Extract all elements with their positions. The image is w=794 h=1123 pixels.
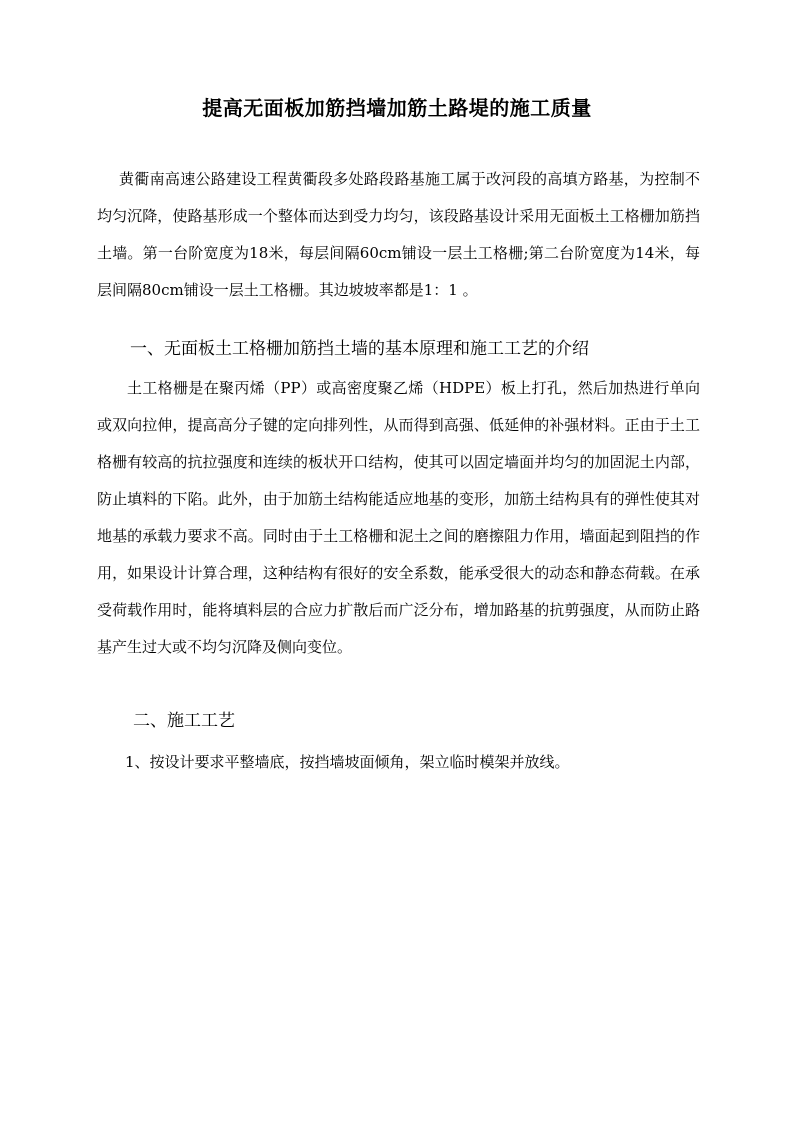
construction-step-1: 1、按设计要求平整墙底，按挡墙坡面倾角，架立临时模架并放线。 <box>125 753 570 771</box>
section-1-heading: 一、无面板土工格栅加筋挡土墙的基本原理和施工工艺的介绍 <box>130 339 589 359</box>
page-title: 提高无面板加筋挡墙加筋土路堤的施工质量 <box>202 96 592 120</box>
intro-paragraph: 黄衢南高速公路建设工程黄衢段多处路段路基施工属于改河段的高填方路基，为控制不均匀沉降，使路基形成一个整体而达到受力均匀，该段路基设计采用无面板土工格栅加筋挡土墙。第一台阶宽度为18米，每层间隔60cm铺设一层土工格栅;第二台阶宽度为14米，每层间隔80cm铺设一层土工格栅。其边坡坡率都是1：1 。 <box>97 170 700 299</box>
section-2-heading: 二、施工工艺 <box>133 711 235 731</box>
section-1-paragraph: 土工格栅是在聚丙烯（PP）或高密度聚乙烯（HDPE）板上打孔，然后加热进行单向或双向拉伸，提高高分子键的定向排列性，从而得到高强、低延伸的补强材料。正由于土工格栅有较高的抗拉强度和连续的板状开口结构，使其可以固定墙面并均匀的加固泥土内部，防止填料的下陷。此外，由于加筋土结构能适应地基的变形，加筋土结构具有的弹性使其对地基的承载力要求不高。同时由于土工格栅和泥土之间的磨擦阻力作用，墙面起到阻挡的作用，如果设计计算合理，这种结构有很好的安全系数，能承受很大的动态和静态荷载。在承受荷载作用时，能将填料层的合应力扩散后而广泛分布，增加路基的抗剪强度，从而防止路基产生过大或不均匀沉降及侧向变位。 <box>97 379 700 656</box>
